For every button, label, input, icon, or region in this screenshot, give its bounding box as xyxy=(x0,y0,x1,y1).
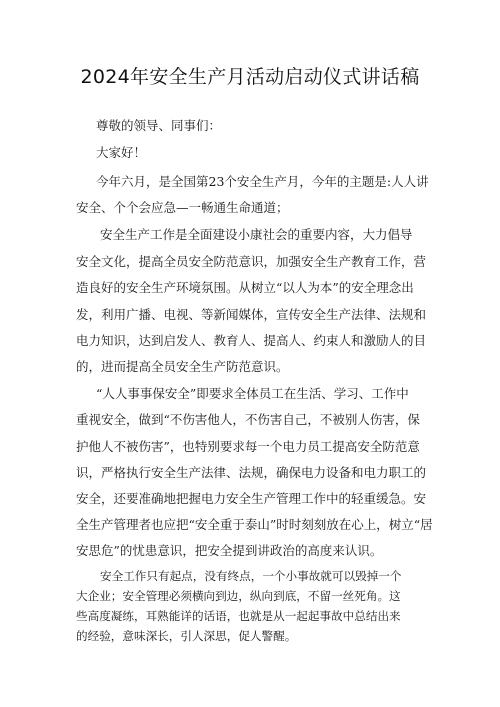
paragraph-4-line-3: 些高度凝练，耳熟能详的话语，也就是从一起起事故中总结出来 xyxy=(76,609,401,623)
paragraph-4-line-2: 大企业；安全管理必须横向到边，纵向到底，不留一丝死角。这 xyxy=(76,589,401,603)
paragraph-2-line-6: 的，进而提高全员安全生产防范意识。 xyxy=(76,359,289,374)
paragraph-3-line-6: 全生产管理者也应把“安全重于泰山”时时刻刻放在心上，树立“居 xyxy=(76,517,433,532)
paragraph-3-line-2: 重视安全，做到“不伤害他人，不伤害自己，不被别人伤害，保 xyxy=(76,412,420,427)
paragraph-3-line-3: 护他人不被伤害”，也特别要求每一个电力员工提高安全防范意 xyxy=(76,439,420,454)
paragraph-3-line-7: 安思危”的忧患意识，把安全提到讲政治的高度来认识。 xyxy=(76,543,383,558)
paragraph-2-line-3: 造良好的安全生产环境氛围。从树立“以人为本”的安全理念出 xyxy=(76,280,414,295)
paragraph-4-line-4: 的经验，意味深长，引人深思，促人警醒。 xyxy=(76,629,297,643)
paragraph-2-line-1: 安全生产工作是全面建设小康社会的重要内容，大力倡导 xyxy=(100,227,413,242)
paragraph-2-line-5: 电力知识，达到启发人、教育人、提高人、约束人和激励人的目 xyxy=(76,333,427,348)
paragraph-1-line-1: 今年六月，是全国第23个安全生产月，今年的主题是:人人讲 xyxy=(96,174,429,189)
paragraph-3-line-4: 识，严格执行安全生产法律、法规，确保电力设备和电力职工的 xyxy=(76,465,427,480)
salutation: 尊敬的领导、同事们： xyxy=(96,118,222,133)
paragraph-3-line-1: “人人事事保安全”即要求全体员工在生活、学习、工作中 xyxy=(96,386,409,401)
paragraph-2-line-2: 安全文化，提高全员安全防范意识，加强安全生产教育工作，营 xyxy=(76,254,427,269)
paragraph-3-line-5: 安全，还要准确地把握电力安全生产管理工作中的轻重缓急。安 xyxy=(76,491,427,506)
paragraph-1-line-2: 安全、个个会应急—一畅通生命通道； xyxy=(76,200,289,215)
paragraph-4-line-1: 安全工作只有起点，没有终点，一个小事故就可以毁掉一个 xyxy=(100,569,402,583)
document-title: 2024年安全生产月活动启动仪式讲话稿 xyxy=(80,66,420,88)
greeting: 大家好！ xyxy=(96,145,147,160)
paragraph-2-line-4: 发，利用广播、电视、等新闻媒体，宣传安全生产法律、法规和 xyxy=(76,307,427,322)
